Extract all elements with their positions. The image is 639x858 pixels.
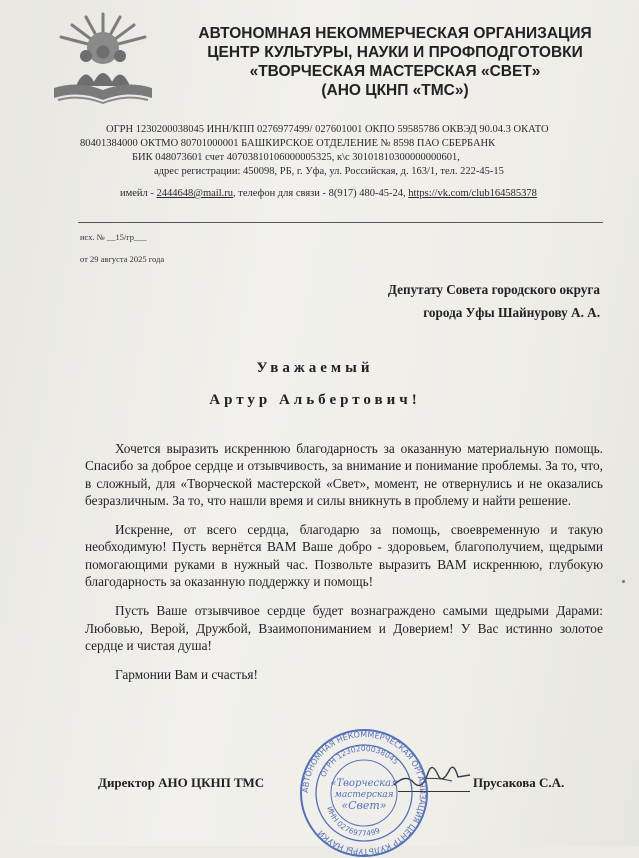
stamp-center-line: мастерская [334, 790, 394, 800]
header-divider [78, 222, 603, 223]
letter-body [85, 440, 603, 696]
paper-speck [622, 580, 625, 583]
stamp-center-line: «Свет» [341, 799, 387, 812]
signatory-name: Прусакова С.А. [473, 775, 565, 790]
salutation-name: Артур Альбертович! [209, 392, 421, 408]
email-link[interactable]: 2444648@mail.ru [156, 188, 233, 199]
org-name-line: ЦЕНТР КУЛЬТУРЫ, НАУКИ И ПРОФПОДГОТОВКИ [207, 44, 583, 61]
stamp-inner-text: ОГРН 1230200038045 [318, 743, 401, 779]
org-name-line: «ТВОРЧЕСКАЯ МАСТЕРСКАЯ «СВЕТ» [249, 63, 541, 80]
requisites-line: ОГРН 1230200038045 ИНН/КПП 0276977499/ 027601001 ОКПО 59585786 ОКВЭД 90.04.3 ОКАТО [106, 124, 549, 135]
signatory-title: Директор АНО ЦКНП ТМС [98, 775, 265, 790]
organization-logo [48, 8, 158, 108]
outgoing-number: исх. № __15/гр___ [80, 232, 147, 242]
addressee-line: Депутату Совета городского округа [387, 282, 600, 297]
phone-text: , телефон для связи - 8(917) 480-45-24, [232, 188, 409, 199]
requisites-line: БИК 048073601 счет 40703810106000005325, к\с 30101810300000000601, [132, 152, 460, 163]
body-paragraph: Искренне, от всего сердца, благодарю за помощь, своевременную и такую необходимую! Пусть вернётся ВАМ Ваше добро - здоровьем, благополучием, щедрыми помогающими руками в нужный час. Позвольте выразить ВАМ искреннюю, глубокую благодарность за оказанную поддержку и помощь! [85, 522, 603, 590]
vk-link[interactable]: https://vk.com/club164585378 [408, 188, 537, 199]
salutation-line: Уважаемый [256, 360, 374, 376]
body-paragraph: Хочется выразить искреннюю благодарность за оказанную материальную помощь. Спасибо за доброе сердце и отзывчивость, за внимание и понимание проблемы. За то, что, в сложный, для «Творческой мастерской «Свет», момент, не отвернулись и не оказались безразличным. За то, что нашли время и силы вникнуть в проблему и найти решение. [85, 441, 603, 508]
stamp-bottom-text: ИНН 0276977499 [325, 805, 382, 839]
addressee-line: города Уфы Шайнурову А. А. [423, 305, 600, 320]
organization-name [160, 24, 630, 100]
body-paragraph: Гармонии Вам и счастья! [115, 667, 258, 683]
letter-date: от 29 августа 2025 года [80, 254, 165, 264]
contact-line [120, 187, 537, 201]
body-paragraph: Пусть Ваше отзывчивое сердце будет вознаграждено самыми щедрыми Дарами: Любовью, Верой, Дружбой, Взаимопониманием и Доверием! У Вас истинно золотое сердце и чистая душа! [85, 603, 603, 653]
requisites-line: адрес регистрации: 450098, РБ, г. Уфа, ул. Российская, д. 163/1, тел. 222-45-15 [154, 166, 504, 177]
org-name-line: (АНО ЦКНП «ТМС») [321, 82, 469, 99]
stamp-outer-text: АВТОНОМНАЯ НЕКОММЕРЧЕСКАЯ ОРГАНИЗАЦИЯ ЦЕНТР КУЛЬТУРЫ НАУКИ [300, 729, 428, 857]
addressee-block [300, 278, 600, 324]
salutation [90, 352, 540, 416]
stamp-center-line: «Творческая [330, 778, 398, 789]
organization-stamp [296, 728, 432, 858]
org-name-line: АВТОНОМНАЯ НЕКОММЕРЧЕСКАЯ ОРГАНИЗАЦИЯ [198, 25, 592, 42]
requisites-line: 80401384000 ОКТМО 80701000001 БАШКИРСКОЕ ОТДЕЛЕНИЕ № 8598 ПАО СБЕРБАНК [80, 138, 496, 149]
email-label: имейл - [120, 188, 157, 199]
outgoing-meta [80, 226, 164, 270]
